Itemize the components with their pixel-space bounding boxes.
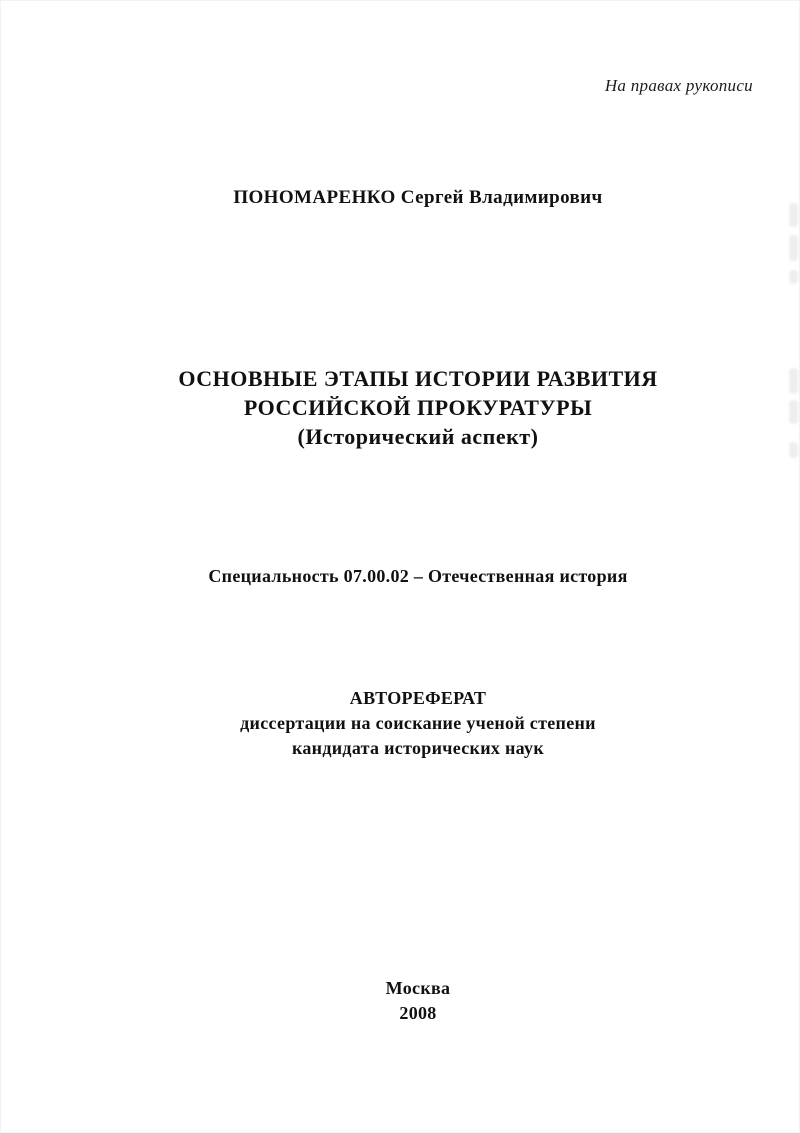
abstract-heading: АВТОРЕФЕРАТ [349,688,487,708]
abstract-line-2: диссертации на соискание ученой степени [240,713,596,733]
city-label: Москва [385,978,451,998]
imprint-block [36,976,800,1026]
manuscript-note: На правах рукописи [604,76,753,95]
abstract-block [36,686,800,761]
scan-artifact [789,235,798,261]
abstract-line-3: кандидата исторических наук [291,738,544,758]
scan-artifact [789,400,798,424]
title-line-2: РОССИЙСКОЙ ПРОКУРАТУРЫ [243,395,593,420]
author-name: ПОНОМАРЕНКО Сергей Владимирович [233,187,603,208]
scan-artifact [789,270,798,284]
scan-artifact [789,442,798,458]
title-line-3: (Исторический аспект) [297,424,539,449]
scan-artifact [789,203,798,227]
title-line-1: ОСНОВНЫЕ ЭТАПЫ ИСТОРИИ РАЗВИТИЯ [178,366,658,391]
specialty-line: Специальность 07.00.02 – Отечественная история [208,566,628,586]
dissertation-title [36,364,800,451]
year-label: 2008 [399,1003,437,1023]
scan-artifact [789,368,798,394]
